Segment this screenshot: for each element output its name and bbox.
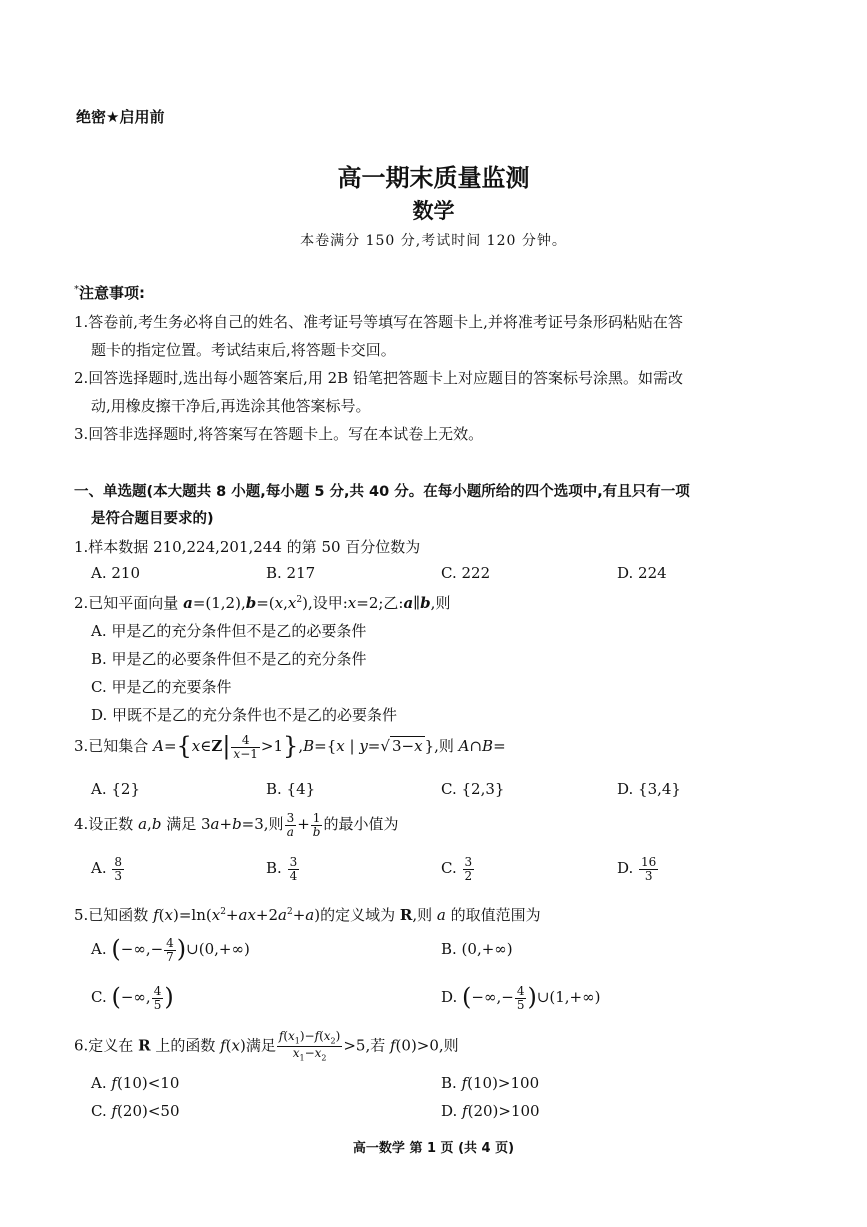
- page-footer: 高一数学 第 1 页 (共 4 页): [352, 1141, 515, 1156]
- q2-option-b: B. 甲是乙的必要条件但不是乙的充分条件: [91, 650, 367, 668]
- q6-option-d: D. f(20)>100: [441, 1102, 540, 1120]
- q3-option-a: A. {2}: [91, 780, 140, 798]
- note-line-4: 动,用橡皮擦干净后,再选涂其他答案标号。: [91, 397, 371, 415]
- q3-option-b: B. {4}: [266, 780, 316, 798]
- q4-option-a: A. $\frac{8}{3}$: [91, 855, 123, 883]
- q4-option-c: C. $\frac{3}{2}$: [441, 855, 473, 883]
- note-line-3: 2.回答选择题时,选出每小题答案后,用 2B 铅笔把答题卡上对应题目的答案标号涂黑。如需改: [74, 369, 683, 387]
- q3-option-d: D. {3,4}: [617, 780, 681, 798]
- question-3-stem: 3.已知集合 A={x∈Z| $\frac{4}{x-1}$ >1},B={x | y=√ 3−x },则 A∩B=: [74, 732, 506, 761]
- q1-option-a: A. 210: [91, 564, 140, 582]
- q6-option-c: C. f(20)<50: [91, 1102, 180, 1120]
- q4-option-b: B. $\frac{3}{4}$: [266, 855, 298, 883]
- q2-option-d: D. 甲既不是乙的充分条件也不是乙的必要条件: [91, 706, 398, 724]
- question-2-stem: 2.已知平面向量 $a=(1,2),b=(x,x^2)$,设甲:x=2;乙:a∥b,则: [74, 594, 451, 612]
- q5-option-d: D. (−∞,− $\frac{4}{5}$ )∪(1,+∞): [441, 983, 601, 1012]
- q6-option-a: A. f(10)<10: [91, 1074, 180, 1092]
- note-line-2: 题卡的指定位置。考试结束后,将答题卡交回。: [91, 341, 396, 359]
- notes-heading: *注意事项:: [74, 284, 145, 302]
- q5-option-b: B. (0,+∞): [441, 940, 513, 958]
- confidential-mark: 绝密★启用前: [76, 108, 165, 126]
- note-line-5: 3.回答非选择题时,将答案写在答题卡上。写在本试卷上无效。: [74, 425, 484, 443]
- q2-option-a: A. 甲是乙的充分条件但不是乙的必要条件: [91, 622, 367, 640]
- question-1-stem: 1.样本数据 210,224,201,244 的第 50 百分位数为: [74, 538, 421, 556]
- note-line-1: 1.答卷前,考生务必将自己的姓名、准考证号等填写在答题卡上,并将准考证号条形码粘贴在答: [74, 313, 683, 331]
- section-heading-1: 一、单选题(本大题共 8 小题,每小题 5 分,共 40 分。在每小题所给的四个选项中,有且只有一项: [74, 484, 690, 500]
- q5-option-a: A. (−∞,− $\frac{4}{7}$ )∪(0,+∞): [91, 935, 250, 964]
- subject-title: 数学: [412, 199, 455, 223]
- question-6-stem: 6.定义在 R 上的函数 f(x)满足 $\frac{f(x_1)-f(x_2)}{x_1-x_2}$ >5,若 f(0)>0,则: [74, 1029, 459, 1063]
- q3-option-c: C. {2,3}: [441, 780, 505, 798]
- q6-option-b: B. f(10)>100: [441, 1074, 540, 1092]
- q1-option-b: B. 217: [266, 564, 316, 582]
- q1-option-d: D. 224: [617, 564, 667, 582]
- q1-option-c: C. 222: [441, 564, 491, 582]
- q4-option-d: D. $\frac{16}{3}$: [617, 855, 657, 883]
- question-4-stem: 4.设正数 a,b 满足 3a+b=3,则 $\frac{3}{a}$ + $\frac{1}{b}$ 的最小值为: [74, 811, 399, 839]
- exam-info: 本卷满分 150 分,考试时间 120 分钟。: [300, 233, 567, 249]
- exam-title: 高一期末质量监测: [337, 163, 530, 192]
- question-5-stem: 5.已知函数 $f(x)=\ln(x^2+ax+2a^2+a)$的定义域为 R,则 a 的取值范围为: [74, 906, 541, 924]
- section-heading-2: 是符合题目要求的): [91, 511, 214, 527]
- q5-option-c: C. (−∞, $\frac{4}{5}$ ): [91, 983, 174, 1012]
- q2-option-c: C. 甲是乙的充要条件: [91, 678, 232, 696]
